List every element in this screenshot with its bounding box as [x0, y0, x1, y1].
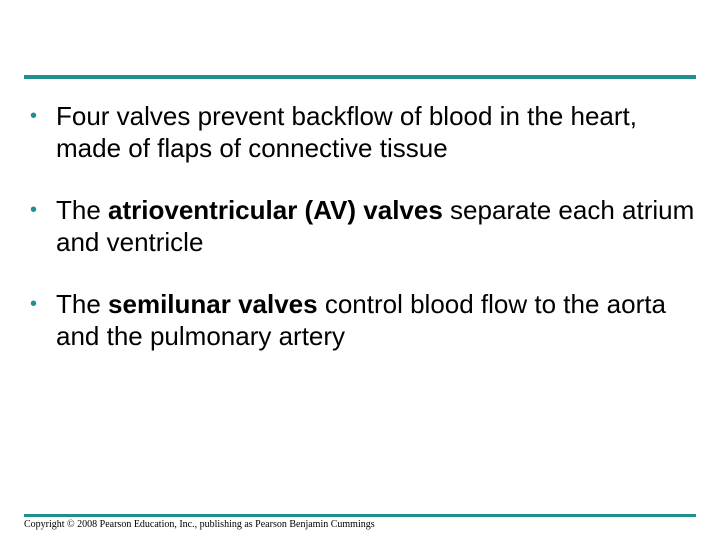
bullet-text-after: separate each atrium and ventricle	[56, 195, 695, 257]
bottom-divider	[24, 514, 696, 517]
bullet-marker: •	[30, 199, 38, 221]
bullet-key-term: semilunar valves	[108, 289, 318, 319]
bullet-item	[30, 194, 700, 258]
bullet-list	[30, 100, 700, 382]
bullet-text-after: control blood flow to the aorta and the pulmonary artery	[56, 289, 666, 351]
bullet-key-term: atrioventricular (AV) valves	[108, 195, 443, 225]
bullet-text-before: The	[56, 289, 109, 319]
bullet-marker: •	[30, 105, 38, 127]
bullet-text-before: The	[56, 195, 109, 225]
top-divider	[24, 75, 696, 79]
bullet-marker: •	[30, 293, 38, 315]
bullet-item	[30, 100, 700, 164]
copyright-footer: Copyright © 2008 Pearson Education, Inc., publishing as Pearson Benjamin Cummings	[24, 519, 375, 530]
bullet-text: Four valves prevent backflow of blood in the heart, made of flaps of connective tissue	[56, 101, 637, 163]
bullet-item	[30, 288, 700, 352]
